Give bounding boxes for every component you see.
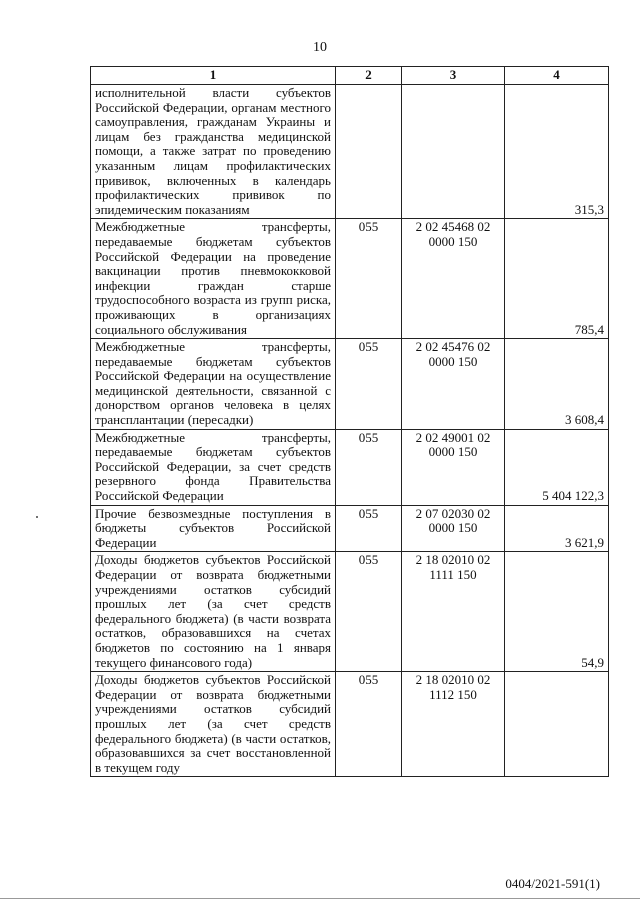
row-description: Межбюджетные трансферты, передаваемые бюджетам субъектов Российской Федерации, за счет средств резервного фонда Правительства Российской Федерации [91, 429, 336, 505]
row-description: Межбюджетные трансферты, передаваемые бюджетам субъектов Российской Федерации на осуществление медицинской деятельности, связанной с донорством органов человека в целях трансплантации (пересадки) [91, 339, 336, 430]
table-row [91, 339, 609, 430]
document-number: 0404/2021-591(1) [505, 876, 600, 891]
row-budget-code: 2 02 45476 02 0000 150 [402, 339, 505, 430]
table-row [91, 505, 609, 552]
row-admin-code: 055 [336, 429, 402, 505]
row-amount: 54,9 [505, 552, 609, 672]
row-amount: 315,3 [505, 85, 609, 219]
row-description: Доходы бюджетов субъектов Российской Федерации от возврата бюджетными учреждениями остатков субсидий прошлых лет (за счет средств федерального бюджета) (в части возврата остатков, образовавшихся на счетах бюджетов по состоянию на 1 января текущего финансового года) [91, 552, 336, 672]
table-row [91, 552, 609, 672]
table-row [91, 672, 609, 777]
revenue-table [90, 66, 609, 777]
row-admin-code: 055 [336, 339, 402, 430]
row-admin-code: 055 [336, 219, 402, 339]
row-admin-code [336, 85, 402, 219]
row-budget-code: 2 02 45468 02 0000 150 [402, 219, 505, 339]
row-budget-code: 2 02 49001 02 0000 150 [402, 429, 505, 505]
table-row [91, 85, 609, 219]
scan-speck [36, 516, 38, 518]
row-amount: 5 404 122,3 [505, 429, 609, 505]
row-admin-code: 055 [336, 552, 402, 672]
table-header-row [91, 67, 609, 85]
row-description: Межбюджетные трансферты, передаваемые бюджетам субъектов Российской Федерации на проведение вакцинации против пневмококковой инфекции граждан старше трудоспособного возраста из групп риска, проживающих в организациях социального обслуживания [91, 219, 336, 339]
scan-edge-line [0, 898, 640, 899]
row-description: Прочие безвозмездные поступления в бюджеты субъектов Российской Федерации [91, 505, 336, 552]
row-amount: 3 621,9 [505, 505, 609, 552]
row-budget-code [402, 85, 505, 219]
table-row [91, 429, 609, 505]
row-amount: 3 608,4 [505, 339, 609, 430]
table-row [91, 219, 609, 339]
row-admin-code: 055 [336, 672, 402, 777]
row-budget-code: 2 07 02030 02 0000 150 [402, 505, 505, 552]
row-budget-code: 2 18 02010 02 1111 150 [402, 552, 505, 672]
row-admin-code: 055 [336, 505, 402, 552]
row-amount: 785,4 [505, 219, 609, 339]
column-header-2: 2 [336, 67, 402, 85]
row-amount [505, 672, 609, 777]
column-header-1: 1 [91, 67, 336, 85]
row-budget-code: 2 18 02010 02 1112 150 [402, 672, 505, 777]
column-header-3: 3 [402, 67, 505, 85]
page-number: 10 [313, 40, 327, 55]
row-description: Доходы бюджетов субъектов Российской Федерации от возврата бюджетными учреждениями остатков субсидий прошлых лет (за счет средств федерального бюджета) (в части остатков, образовавшихся за счет восстановленной в текущем году [91, 672, 336, 777]
row-description: исполнительной власти субъектов Российской Федерации, органам местного самоуправления, гражданам Украины и лицам без гражданства медицинской помощи, а также затрат по проведению указанным лицам профилактических прививок, включенных в календарь профилактических прививок по эпидемическим показаниям [91, 85, 336, 219]
column-header-4: 4 [505, 67, 609, 85]
